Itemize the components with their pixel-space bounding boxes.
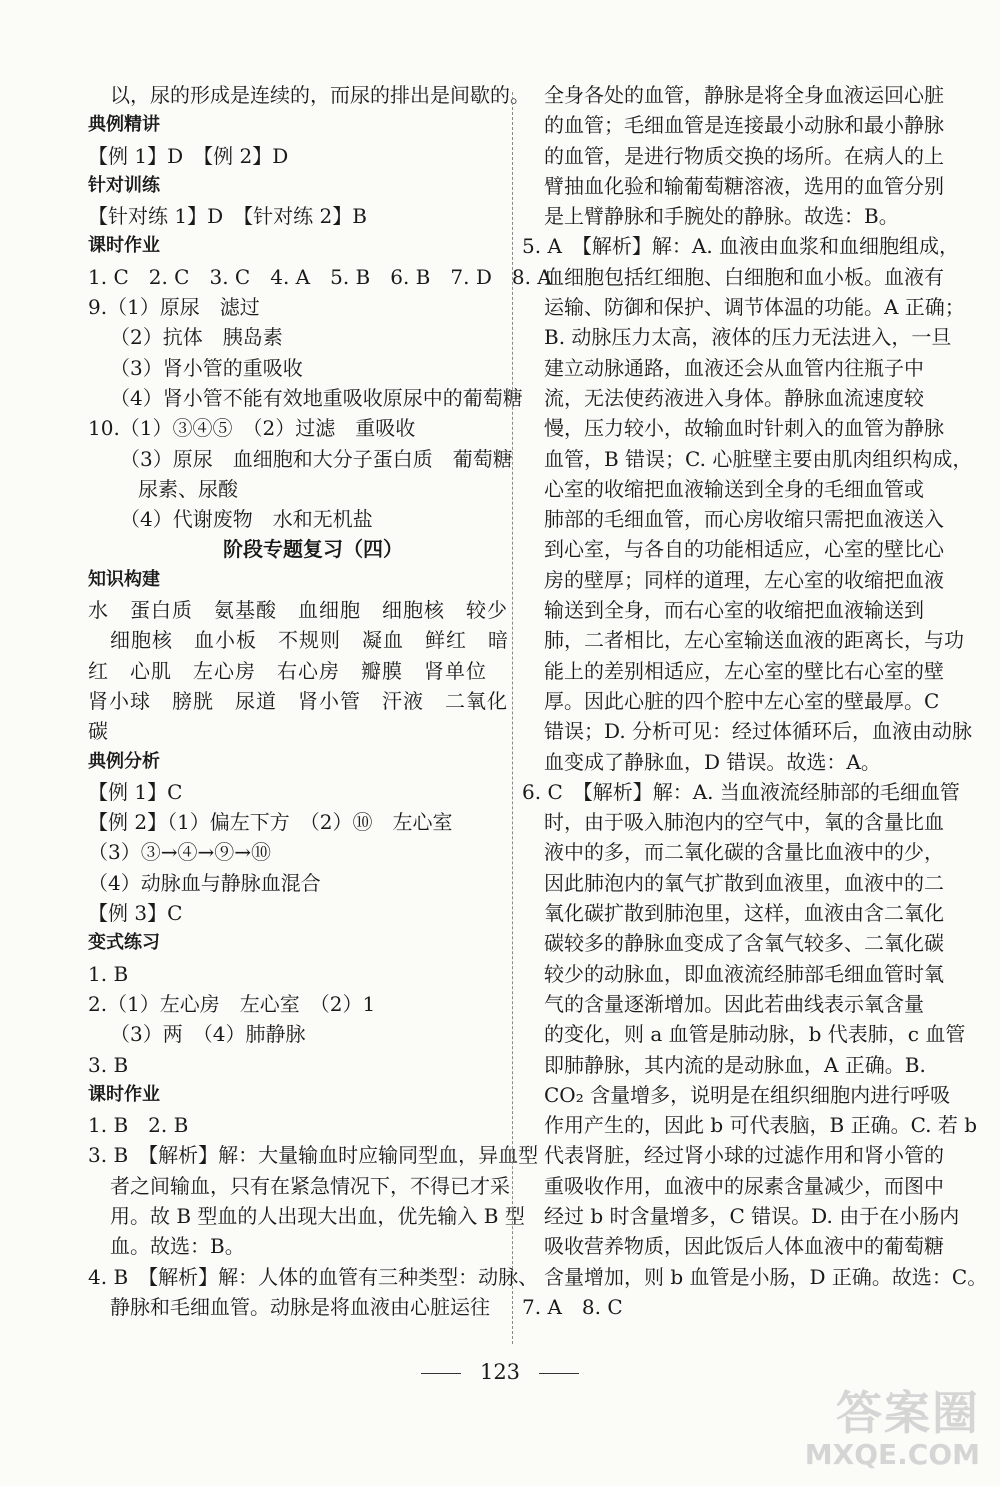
text-line: 到心室，与各自的功能相适应，心室的壁比心 [544,537,944,562]
page-footer [0,1360,1000,1384]
text-line: 时，由于吸入肺泡内的空气中，氧的含量比血 [544,810,944,835]
text-line: 输送到全身，而右心室的收缩把血液输送到 [544,598,924,623]
text-line: 7. A 8. C [522,1294,623,1319]
text-line: 血管，B 错误；C. 心脏壁主要由肌肉组织构成， [544,446,973,471]
text-line: 用。故 B 型血的人出现大出血，优先输入 B 型 [110,1203,525,1228]
text-line: （2）抗体 胰岛素 [110,325,283,350]
text-line: 臂抽血化验和输葡萄糖溶液，选用的血管分别 [544,173,944,198]
section-title: 阶段专题复习（四） [223,537,403,562]
text-line: 3. B [88,1052,129,1077]
left-column [88,80,552,1322]
text-line: 流，无法使药液进入身体。静脉血流速度较 [544,385,924,410]
text-line: 含量增加，则 b 血管是小肠，D 正确。故选：C。 [544,1264,988,1289]
text-line: 水 蛋白质 氨基酸 血细胞 细胞核 较少 [88,598,508,623]
text-line: （4）动脉血与静脉血混合 [88,870,321,895]
text-line: （4）肾小管不能有效地重吸收原尿中的葡萄糖 [110,385,523,410]
text-line: 全身各处的血管，静脉是将全身血液运回心脏 [544,83,944,107]
text-line: 能上的差别相适应，左心室的壁比右心室的壁 [544,658,944,683]
text-line: 3. B 【解析】解：大量输血时应输同型血，异血型 [88,1143,539,1168]
text-line: 【针对练 1】D 【针对练 2】B [88,204,367,229]
text-line: 碳 [88,719,108,744]
text-line: 【例 2】（1）偏左下方 （2）⑩ 左心室 [88,810,453,835]
text-line: 尿素、尿酸 [138,476,238,501]
text-line: 9.（1）原尿 滤过 [88,295,260,320]
text-line: 是上臂静脉和手腕处的静脉。故选：B。 [544,204,899,229]
page-number: 123 [479,1360,521,1384]
text-line: 肾小球 膀胱 尿道 肾小管 汗液 二氧化 [88,688,508,713]
text-line: 1. B [88,961,129,986]
text-line: 1. B 2. B [88,1113,189,1138]
section-heading: 针对训练 [88,174,160,196]
text-line: 6. C 【解析】解：A. 当血液流经肺部的毛细血管 [522,779,960,804]
section-heading: 课时作业 [88,1083,160,1105]
text-line: 肺部的毛细血管，而心房收缩只需把血液送入 [544,507,944,532]
text-line: 氧化碳扩散到肺泡里，这样，血液由含二氧化 [544,901,944,926]
text-line: 肺，二者相比，左心室输送血液的距离长，与功 [544,628,964,653]
text-line: 的血管；毛细血管是连接最小动脉和最小静脉 [544,113,944,138]
text-line: 运输、防御和保护、调节体温的功能。A 正确； [544,295,965,320]
text-line: 【例 3】C [88,901,183,926]
text-line: （3）原尿 血细胞和大分子蛋白质 葡萄糖 [120,446,513,471]
watermark-domain: MXQE.COM [804,1438,980,1471]
text-line: 建立动脉通路，血液还会从血管内往瓶子中 [544,355,924,380]
text-line: 【例 1】C [88,779,183,804]
text-line: 5. A 【解析】解：A. 血液由血浆和血细胞组成， [522,234,960,259]
text-line: （3）两 （4）肺静脉 [110,1022,306,1047]
text-line: 慢，压力较小，故输血时针刺入的血管为静脉 [544,416,944,441]
watermark-chinese: 答案圈 [836,1386,980,1440]
text-line: 4. B 【解析】解：人体的血管有三种类型：动脉、 [88,1264,539,1289]
section-heading: 典例分析 [88,750,160,772]
text-line: 10.（1）③④⑤ （2）过滤 重吸收 [88,416,416,441]
section-heading: 典例精讲 [88,114,160,136]
text-line: 厚。因此心脏的四个腔中左心室的壁最厚。C [544,688,940,713]
section-heading: 知识构建 [88,568,160,590]
text-line: 的血管，是进行物质交换的场所。在病人的上 [544,143,944,168]
text-line: CO₂ 含量增多，说明是在组织细胞内进行呼吸 [544,1082,951,1107]
text-line: 【例 1】D 【例 2】D [88,143,289,168]
text-line: （3）肾小管的重吸收 [110,355,303,380]
text-line: 心室的收缩把血液输送到全身的毛细血管或 [544,476,924,501]
text-line: 红 心肌 左心房 右心房 瓣膜 肾单位 [88,658,487,683]
footer-dash-left [421,1373,461,1374]
text-line: 较少的动脉血，即血液流经肺部毛细血管时氧 [544,961,944,986]
right-column [522,80,988,1322]
text-line: 重吸收作用，血液中的尿素含量减少，而图中 [544,1173,944,1198]
watermark-logo [805,1388,980,1472]
column-divider [512,92,513,1344]
text-line: 液中的多，而二氧化碳的含量比血液中的少， [544,840,944,865]
text-line: 作用产生的，因此 b 可代表脑，B 正确。C. 若 b [544,1113,978,1138]
text-line: 气的含量逐渐增加。因此若曲线表示氧含量 [544,991,924,1016]
text-line: （3）③→④→⑨→⑩ [88,840,271,865]
text-line: 1. C 2. C 3. C 4. A 5. B 6. B 7. D 8. A [88,264,552,289]
text-line: 2.（1）左心房 左心室 （2）1 [88,991,376,1016]
text-line: 房的壁厚；同样的道理，左心室的收缩把血液 [544,567,944,592]
text-line: 代表肾脏，经过肾小球的过滤作用和肾小管的 [544,1143,944,1168]
text-line: 细胞核 血小板 不规则 凝血 鲜红 暗 [110,628,509,653]
text-line: 吸收营养物质，因此饭后人体血液中的葡萄糖 [544,1234,944,1259]
text-line: 即肺静脉，其内流的是动脉血，A 正确。B. [544,1052,926,1077]
section-heading: 变式练习 [88,932,160,954]
text-line: 以，尿的形成是连续的，而尿的排出是间歇的。 [110,83,530,107]
text-line: 静脉和毛细血管。动脉是将血液由心脏运往 [110,1294,490,1319]
text-line: 经过 b 时含量增多，C 错误。D. 由于在小肠内 [544,1203,960,1228]
text-line: 的变化，则 a 血管是肺动脉，b 代表肺，c 血管 [544,1022,966,1047]
text-line: （4）代谢废物 水和无机盐 [120,507,373,532]
text-line: 碳较多的静脉血变成了含氧气较多、二氧化碳 [544,931,944,956]
text-line: 血。故选：B。 [110,1234,245,1259]
section-heading: 课时作业 [88,235,160,257]
text-line: 血细胞包括红细胞、白细胞和血小板。血液有 [544,264,944,289]
text-line: 者之间输血，只有在紧急情况下，不得已才采 [110,1173,510,1198]
text-line: 错误；D. 分析可见：经过体循环后，血液由动脉 [544,719,973,744]
text-line: 因此肺泡内的氧气扩散到血液里，血液中的二 [544,870,944,895]
text-line: B. 动脉压力太高，液体的压力无法进入，一旦 [544,325,952,350]
footer-dash-right [539,1373,579,1374]
text-line: 血变成了静脉血，D 错误。故选：A。 [544,749,881,774]
